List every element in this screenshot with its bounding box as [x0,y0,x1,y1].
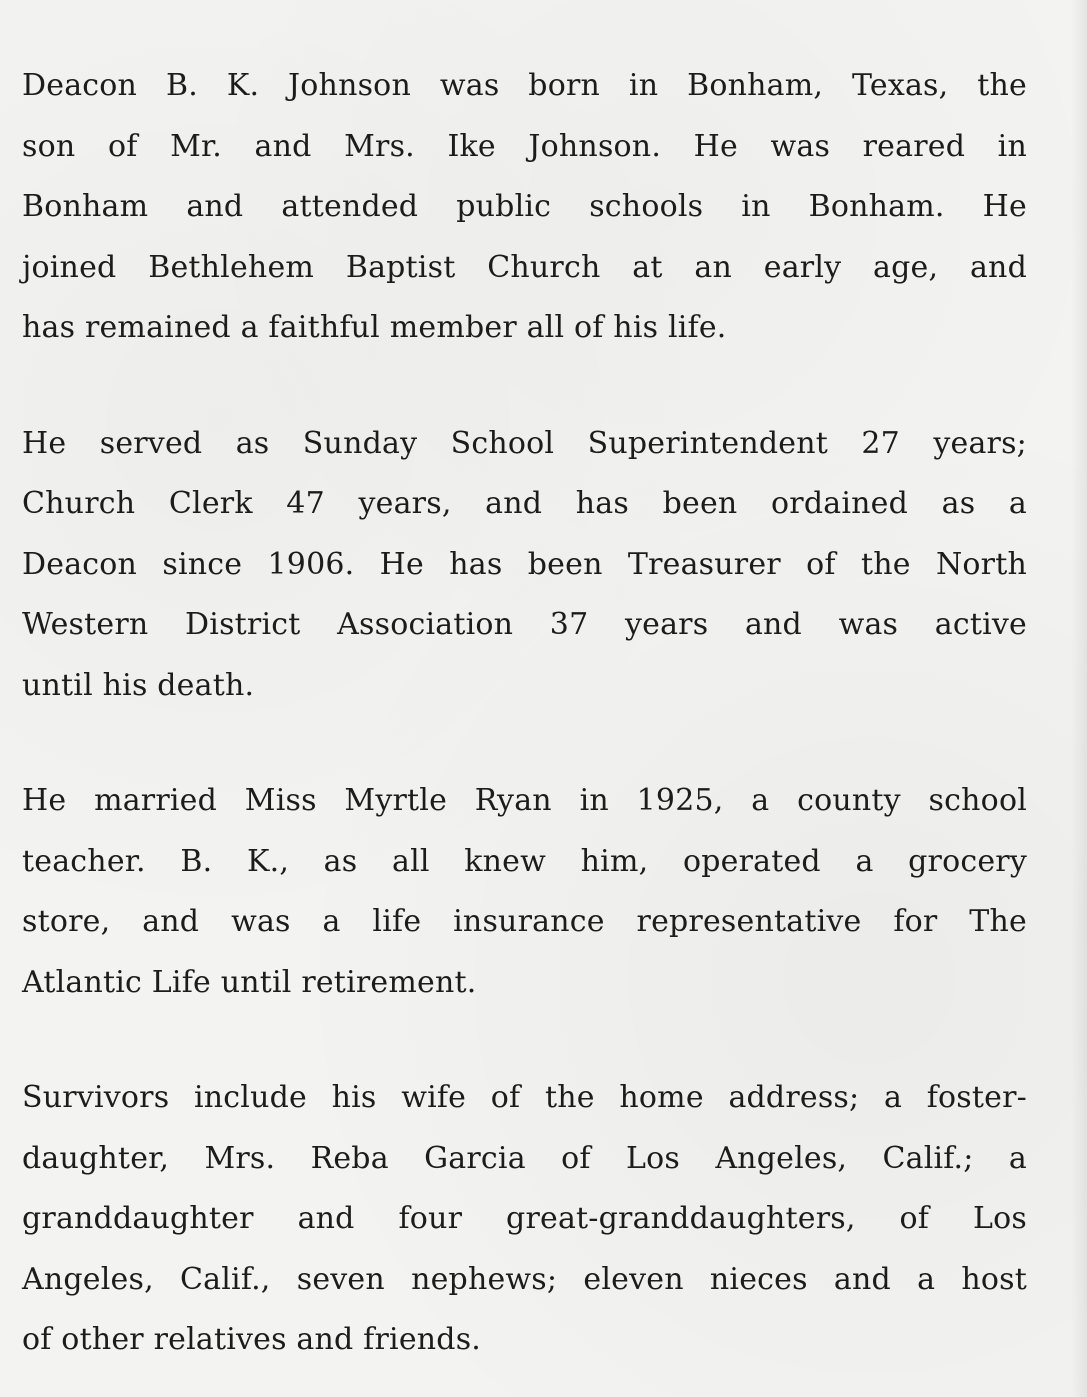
text-line: Bonham and attended public schools in Bonham. He [22,189,1027,224]
text-line: Church Clerk 47 years, and has been ordained as a [22,486,1027,521]
text-line: has remained a faithful member all of his life. [22,310,727,345]
paragraph-survivors [22,1068,1027,1371]
page-edge-shadow [1071,0,1087,1397]
text-line: Western District Association 37 years and was active [22,607,1027,642]
text-line: Atlantic Life until retirement. [22,964,477,1000]
text-line: Angeles, Calif., seven nephews; eleven nieces and a host [22,1261,1027,1297]
text-line: daughter, Mrs. Reba Garcia of Los Angeles, Calif.; a [22,1140,1027,1176]
text-line: Survivors include his wife of the home address; a foster- [22,1080,1027,1115]
obituary-text [22,56,1027,1371]
text-line: joined Bethlehem Baptist Church at an early age, and [22,249,1027,285]
text-line: son of Mr. and Mrs. Ike Johnson. He was reared in [22,128,1027,164]
paragraph-service [22,414,1027,717]
paragraph-biography [22,56,1027,359]
text-line: until his death. [22,667,255,703]
text-line: Deacon B. K. Johnson was born in Bonham, Texas, the [22,68,1027,103]
text-line: granddaughter and four great-granddaughters, of Los [22,1201,1027,1236]
text-line: He married Miss Myrtle Ryan in 1925, a county school [22,783,1027,818]
paragraph-marriage-career [22,771,1027,1013]
text-line: teacher. B. K., as all knew him, operated a grocery [22,843,1027,879]
text-line: of other relatives and friends. [22,1322,482,1357]
text-line: store, and was a life insurance representative for The [22,904,1027,939]
text-line: He served as Sunday School Superintendent 27 years; [22,425,1027,461]
text-line: Deacon since 1906. He has been Treasurer of the North [22,546,1027,582]
